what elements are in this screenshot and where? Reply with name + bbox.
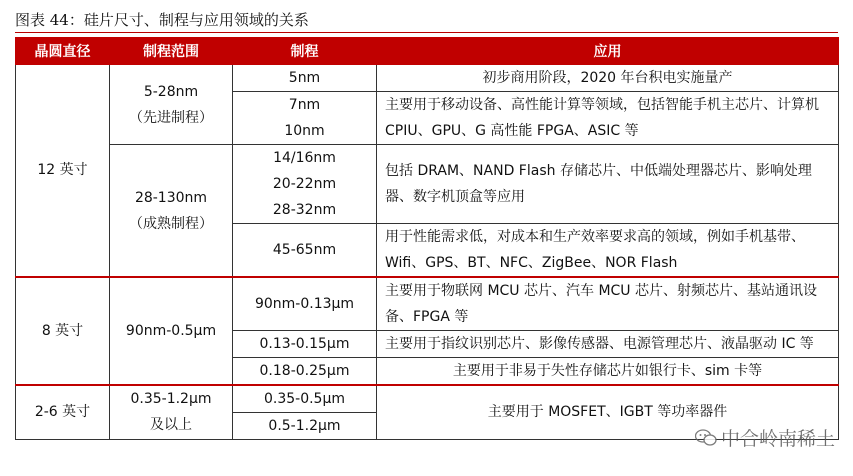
process-05-12: 0.5-1.2μm — [233, 412, 377, 439]
process-7nm: 7nm — [288, 97, 321, 113]
header-process: 制程 — [233, 38, 377, 65]
header-range: 制程范围 — [110, 38, 233, 65]
app-013-015: 主要用于指纹识别芯片、影像传感器、电源管理芯片、液晶驱动 IC 等 — [377, 330, 839, 357]
wafer-8-cell — [16, 277, 110, 385]
process-018-025: 0.18-0.25μm — [233, 357, 377, 385]
process-14-32-cell — [233, 145, 377, 224]
range-5-28-cell — [110, 65, 233, 145]
range-035-12-cell — [110, 385, 233, 440]
figure-caption: 图表 44：硅片尺寸、制程与应用领域的关系 — [15, 8, 838, 33]
app-035-12: 主要用于 MOSFET、IGBT 等功率器件 — [377, 385, 839, 440]
table-header-row — [16, 38, 839, 65]
process-14-16nm: 14/16nm — [273, 150, 336, 166]
process-20-22nm: 20-22nm — [272, 176, 337, 192]
table-row — [16, 385, 839, 413]
table-row — [16, 65, 839, 92]
wafer-12: 12 英寸 — [37, 162, 88, 179]
app-018-025: 主要用于非易于失性存储芯片如银行卡、sim 卡等 — [377, 357, 839, 385]
app-7-10: 主要用于移动设备、高性能计算等领域，包括智能手机主芯片、计算机 CPIU、GPU、G 高性能 FPGA、ASIC 等 — [377, 92, 839, 145]
process-45-65nm: 45-65nm — [233, 224, 377, 277]
app-45-65: 用于性能需求低，对成本和生产效率要求高的领域，例如手机基带、Wifi、GPS、BT、NFC、ZigBee、NOR Flash — [377, 224, 839, 277]
range-035-12: 0.35-1.2μm — [130, 391, 212, 407]
process-7-10-cell — [233, 92, 377, 145]
process-013-015: 0.13-0.15μm — [233, 330, 377, 357]
app-90-013: 主要用于物联网 MCU 芯片、汽车 MCU 芯片、射频芯片、基站通讯设备、FPGA 等 — [377, 277, 839, 331]
range-5-28-note: （先进制程） — [129, 109, 213, 126]
table-row — [16, 277, 839, 331]
range-90-05: 90nm-0.5μm — [110, 277, 233, 385]
app-14-32: 包括 DRAM、NAND Flash 存储芯片、中低端处理器芯片、影响处理器、数字机顶盒等应用 — [377, 145, 839, 224]
process-5nm: 5nm — [233, 65, 377, 92]
wafer-12-cell — [16, 65, 110, 277]
header-wafer: 晶圆直径 — [16, 38, 110, 65]
watermark-text: 中合岭南稀土 — [720, 428, 835, 450]
range-28-130: 28-130nm — [134, 189, 208, 206]
header-application: 应用 — [377, 38, 839, 65]
app-5nm: 初步商用阶段，2020 年台积电实施量产 — [377, 65, 839, 92]
process-90-013: 90nm-0.13μm — [233, 277, 377, 331]
process-application-table — [15, 37, 839, 440]
range-28-130-cell — [110, 145, 233, 277]
range-035-12-note: 及以上 — [150, 417, 192, 433]
wafer-2-6-cell — [16, 385, 110, 440]
wafer-8: 8 英寸 — [41, 322, 84, 339]
range-28-130-note: （成熟制程） — [129, 215, 213, 232]
process-10nm: 10nm — [284, 123, 325, 139]
range-5-28: 5-28nm — [143, 83, 199, 100]
wafer-2-6: 2-6 英寸 — [34, 404, 91, 420]
process-28-32nm: 28-32nm — [272, 202, 337, 218]
process-035-05: 0.35-0.5μm — [233, 385, 377, 413]
